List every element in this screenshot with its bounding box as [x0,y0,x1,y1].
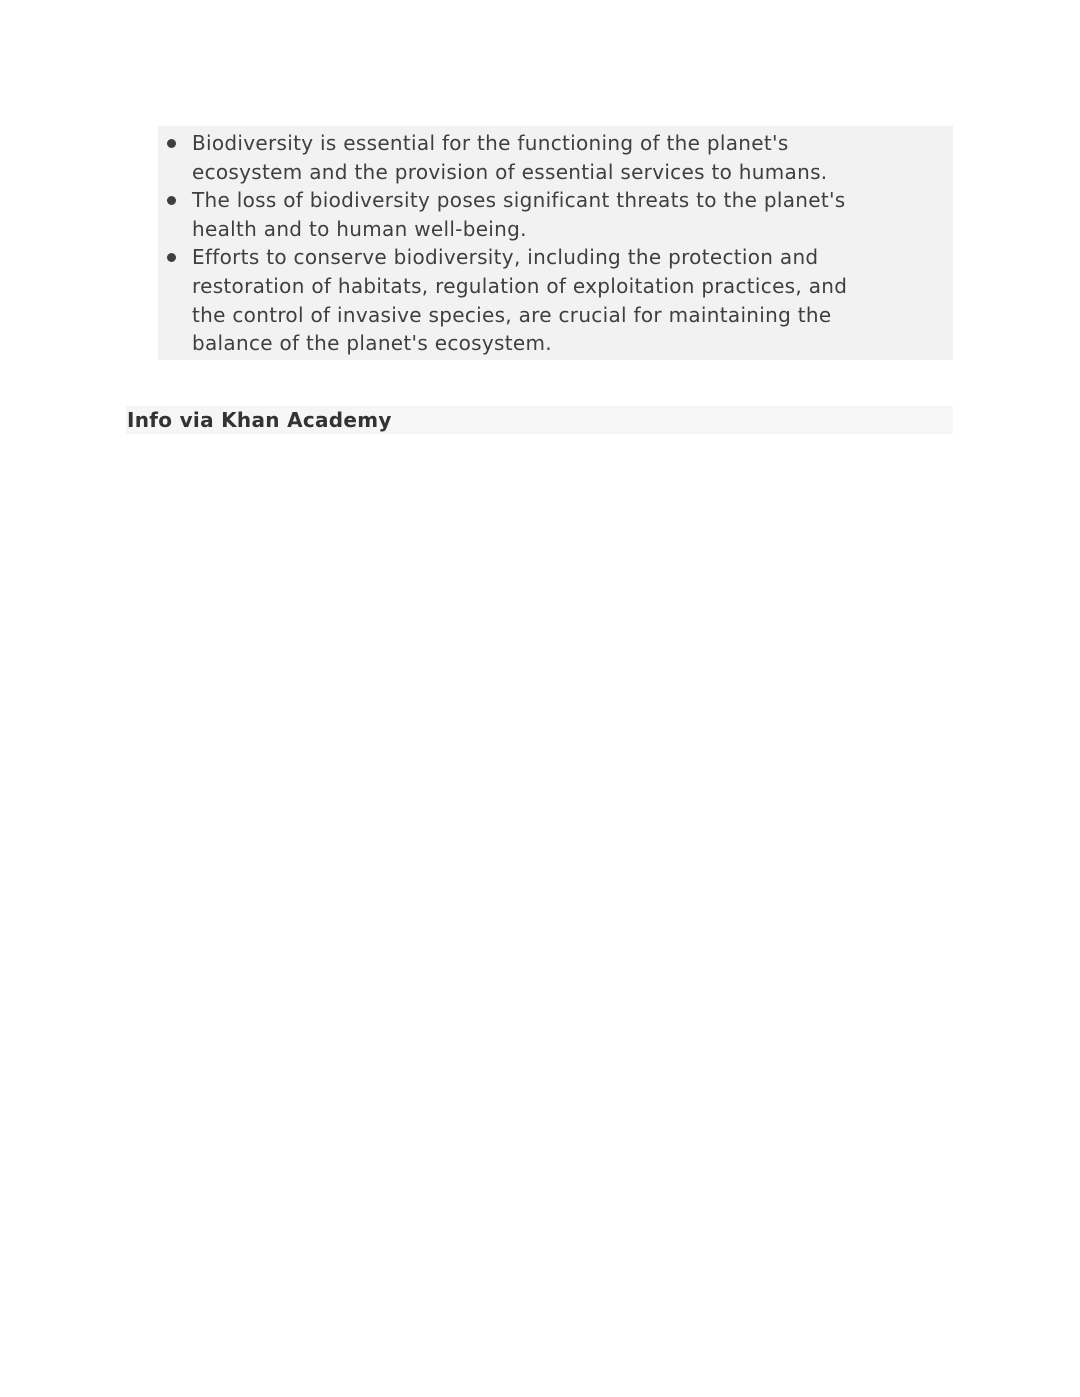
bullet-text-line: health and to human well-being. [192,216,527,241]
bullet-icon [167,196,176,205]
list-item [158,243,953,357]
list-item [158,186,953,243]
bullet-icon [167,139,176,148]
bullet-text-line: restoration of habitats, regulation of exploitation practices, and [192,273,848,298]
bullet-text-line: Biodiversity is essential for the functioning of the planet's [192,131,789,155]
bullet-icon [167,253,176,262]
source-label: Info via Khan Academy [127,408,392,432]
bullet-text-line: balance of the planet's ecosystem. [192,331,552,356]
bullet-text-line: ecosystem and the provision of essential services to humans. [192,159,828,184]
bullet-list [158,129,953,358]
bullet-text-line: the control of invasive species, are crucial for maintaining the [192,302,832,327]
bullet-text-line: Efforts to conserve biodiversity, including the protection and [192,245,819,270]
source-attribution-bar [126,406,953,434]
list-item [158,129,953,186]
biodiversity-summary-block [158,126,953,360]
bullet-text-line: The loss of biodiversity poses significant threats to the planet's [192,188,846,213]
